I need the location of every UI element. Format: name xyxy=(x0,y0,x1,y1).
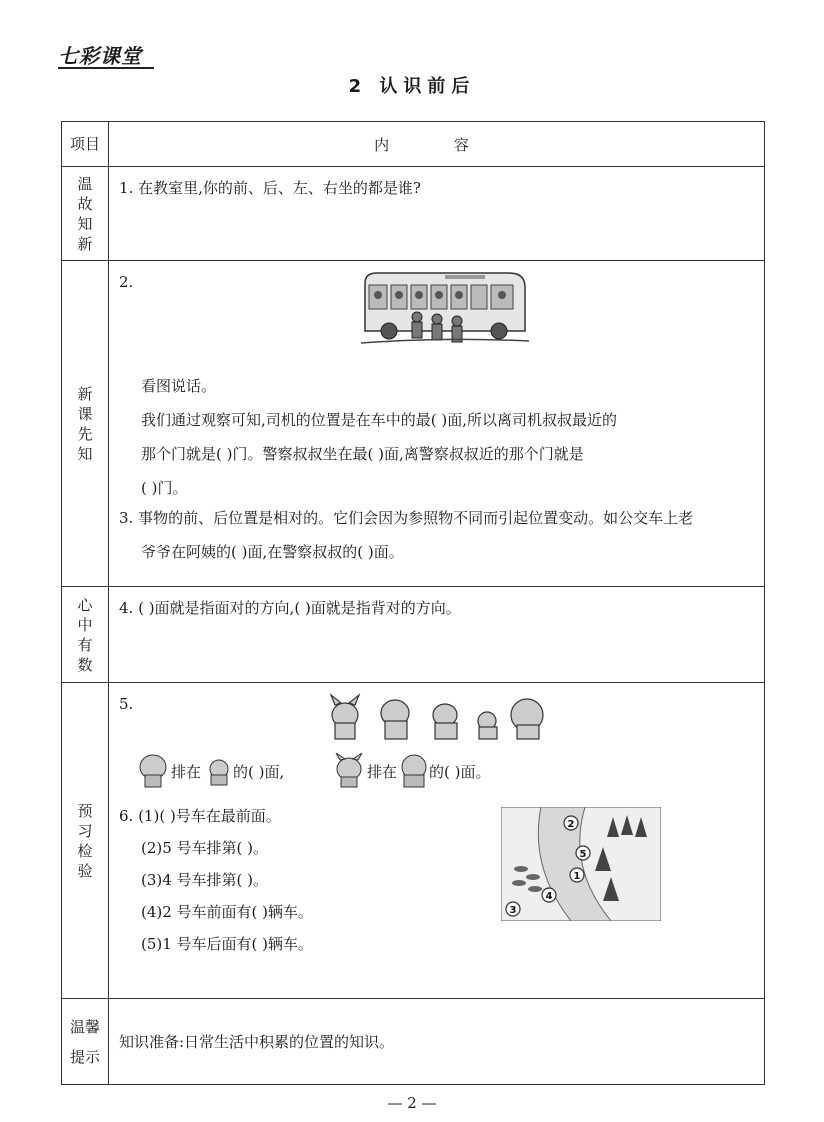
col-label-header: 项目 xyxy=(62,122,109,167)
question-2-line-3: 那个门就是( )门。警察叔叔坐在最( )面,离警察叔叔近的那个门就是 xyxy=(141,445,584,463)
question-6-part-5: (5)1 号车后面有( )辆车。 xyxy=(141,935,314,953)
question-6-part-4: (4)2 号车前面有( )辆车。 xyxy=(141,903,314,921)
question-1: 1. 在教室里,你的前、后、左、右坐的都是谁? xyxy=(119,179,421,197)
mind-label: 心 中 有 数 xyxy=(62,587,109,683)
question-3-line-2: 爷爷在阿姨的( )面,在警察叔叔的( )面。 xyxy=(141,543,404,561)
car-number-4: 4 xyxy=(545,891,553,902)
car-number-2: 2 xyxy=(567,819,575,830)
header-row xyxy=(62,122,765,167)
cars-road-illustration xyxy=(501,807,661,921)
car-number-1: 1 xyxy=(573,871,581,882)
question-5-number: 5. xyxy=(119,695,134,713)
question-2-line-4: ( )门。 xyxy=(141,479,188,497)
tips-text: 知识准备:日常生活中积累的位置的知识。 xyxy=(119,1032,395,1051)
car-number-5: 5 xyxy=(579,849,587,860)
col-content-header: 内 容 xyxy=(109,122,765,167)
tiger-icon xyxy=(399,753,429,789)
brand-underline xyxy=(58,67,154,69)
page-title: 2 认识前后 xyxy=(348,76,476,97)
question-3-line-1: 3. 事物的前、后位置是相对的。它们会因为参照物不同而引起位置变动。如公交车上老 xyxy=(119,509,694,527)
new-lesson-row xyxy=(62,261,765,587)
mind-row xyxy=(62,587,765,683)
bus-illustration xyxy=(359,269,531,353)
animals-row-illustration xyxy=(327,693,557,743)
page-number: — 2 — xyxy=(387,1094,437,1112)
review-label: 温 故 知 新 xyxy=(62,167,109,261)
question-2-line-2: 我们通过观察可知,司机的位置是在车中的最( )面,所以离司机叔叔最近的 xyxy=(141,411,618,429)
question-6-part-1: 6. (1)( )号车在最前面。 xyxy=(119,807,281,825)
question-5-part-a: 排在 xyxy=(171,763,202,781)
tips-row xyxy=(62,999,765,1085)
tips-content xyxy=(109,999,765,1085)
question-5-part-d: 的( )面。 xyxy=(429,763,491,781)
question-5-part-b: 的( )面, xyxy=(233,763,285,781)
new-lesson-content xyxy=(109,261,765,587)
preview-content xyxy=(109,683,765,999)
lesson-table xyxy=(61,121,765,1085)
question-5-part-c: 排在 xyxy=(367,763,398,781)
tips-label: 温馨 提示 xyxy=(62,999,109,1085)
question-2-line-1: 看图说话。 xyxy=(141,377,217,395)
review-content xyxy=(109,167,765,261)
preview-row xyxy=(62,683,765,999)
question-4: 4. ( )面就是指面对的方向,( )面就是指背对的方向。 xyxy=(119,599,461,617)
fox-icon xyxy=(331,753,367,789)
question-6-part-2: (2)5 号车排第( )。 xyxy=(141,839,269,857)
question-6-part-3: (3)4 号车排第( )。 xyxy=(141,871,269,889)
penguin-icon xyxy=(205,757,233,787)
lion-icon xyxy=(137,753,169,789)
preview-label: 预 习 检 验 xyxy=(62,683,109,999)
review-row xyxy=(62,167,765,261)
new-lesson-label: 新 课 先 知 xyxy=(62,261,109,587)
brand-logo: 七彩课堂 xyxy=(58,44,142,68)
mind-content xyxy=(109,587,765,683)
car-number-3: 3 xyxy=(509,905,517,916)
question-2-number: 2. xyxy=(119,273,134,291)
